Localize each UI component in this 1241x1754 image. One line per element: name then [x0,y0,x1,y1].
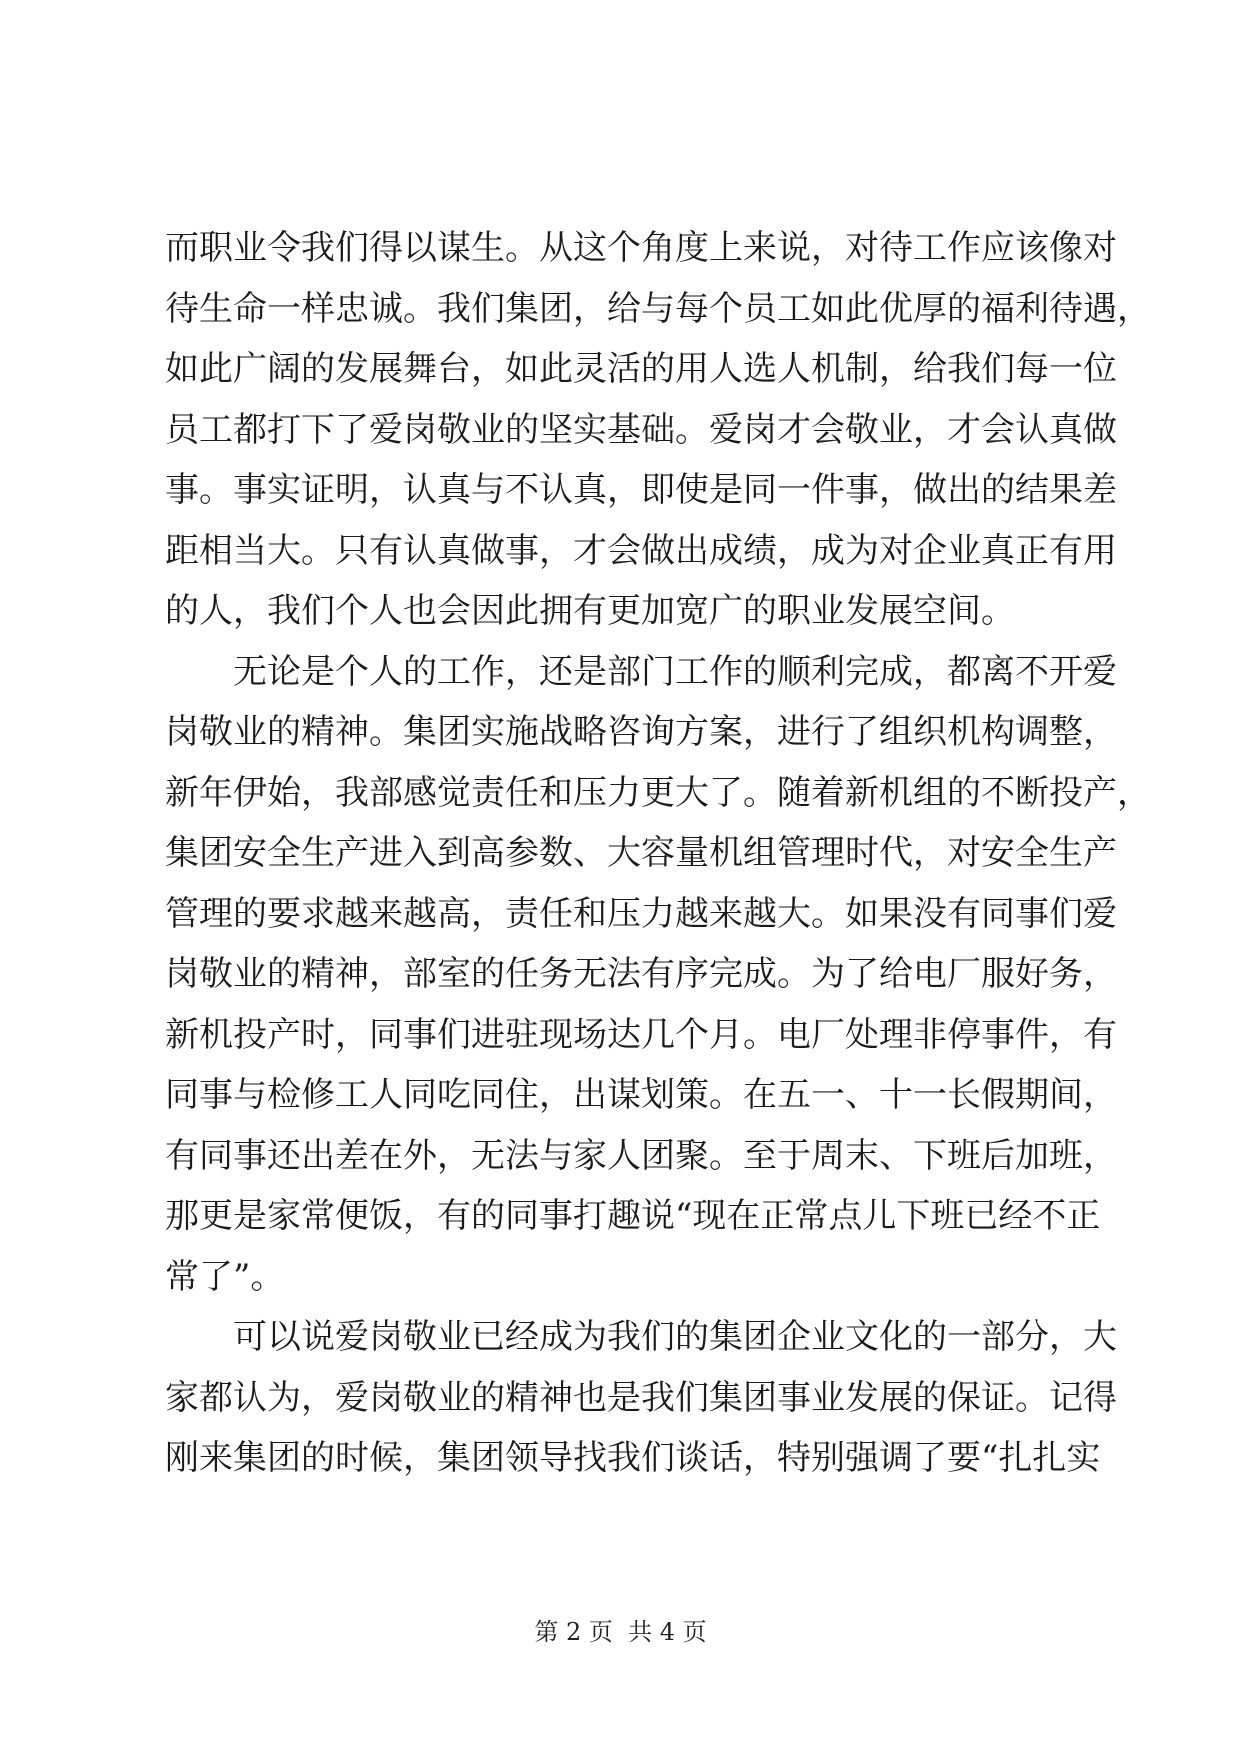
text-line: 如此广阔的发展舞台，如此灵活的用人选人机制，给我们每一位 [165,349,1117,389]
text-line: 那更是家常便饭，有的同事打趣说“现在正常点儿下班已经不正 [165,1196,1101,1236]
text-line: 岗敬业的精神，部室的任务无法有序完成。为了给电厂服好务， [165,954,1117,994]
text-line: 刚来集团的时候，集团领导找我们谈话，特别强调了要“扎扎实 [165,1438,1101,1478]
text-line: 待生命一样忠诚。我们集团，给与每个员工如此优厚的福利待遇， [165,288,1151,329]
paragraph [165,1307,1117,1489]
body-text [165,218,1151,1489]
text-line: 的人，我们个人也会因此拥有更加宽广的职业发展空间。 [165,591,1015,631]
text-line: 岗敬业的精神。集团实施战略咨询方案，进行了组织机构调整， [165,712,1117,752]
text-line: 新年伊始，我部感觉责任和压力更大了。随着新机组的不断投产， [165,772,1151,813]
text-line: 员工都打下了爱岗敬业的坚实基础。爱岗才会敬业，才会认真做 [165,409,1117,450]
text-line: 新机投产时，同事们进驻现场达几个月。电厂处理非停事件，有 [165,1014,1117,1055]
text-line: 管理的要求越来越高，责任和压力越来越大。如果没有同事们爱 [165,893,1117,934]
page-footer [0,1612,1241,1647]
text-line: 可以说爱岗敬业已经成为我们的集团企业文化的一部分，大 [233,1317,1117,1357]
text-line: 有同事还出差在外，无法与家人团聚。至于周末、下班后加班， [165,1135,1117,1176]
text-line: 事。事实证明，认真与不认真，即使是同一件事，做出的结果差 [165,470,1117,510]
text-line: 集团安全生产进入到高参数、大容量机组管理时代，对安全生产 [165,833,1117,873]
text-line: 常了”。 [165,1256,285,1297]
paragraph [165,642,1151,1308]
page-number-label: 第 2 页 共 4 页 [534,1618,707,1646]
text-line: 无论是个人的工作，还是部门工作的顺利完成，都离不开爱 [233,651,1117,692]
text-line: 而职业令我们得以谋生。从这个角度上来说，对待工作应该像对 [165,228,1117,268]
text-line: 同事与检修工人同吃同住，出谋划策。在五一、十一长假期间， [165,1075,1117,1115]
text-line: 距相当大。只有认真做事，才会做出成绩，成为对企业真正有用 [165,530,1117,571]
text-line: 家都认为，爱岗敬业的精神也是我们集团事业发展的保证。记得 [165,1377,1117,1418]
paragraph [165,218,1151,642]
